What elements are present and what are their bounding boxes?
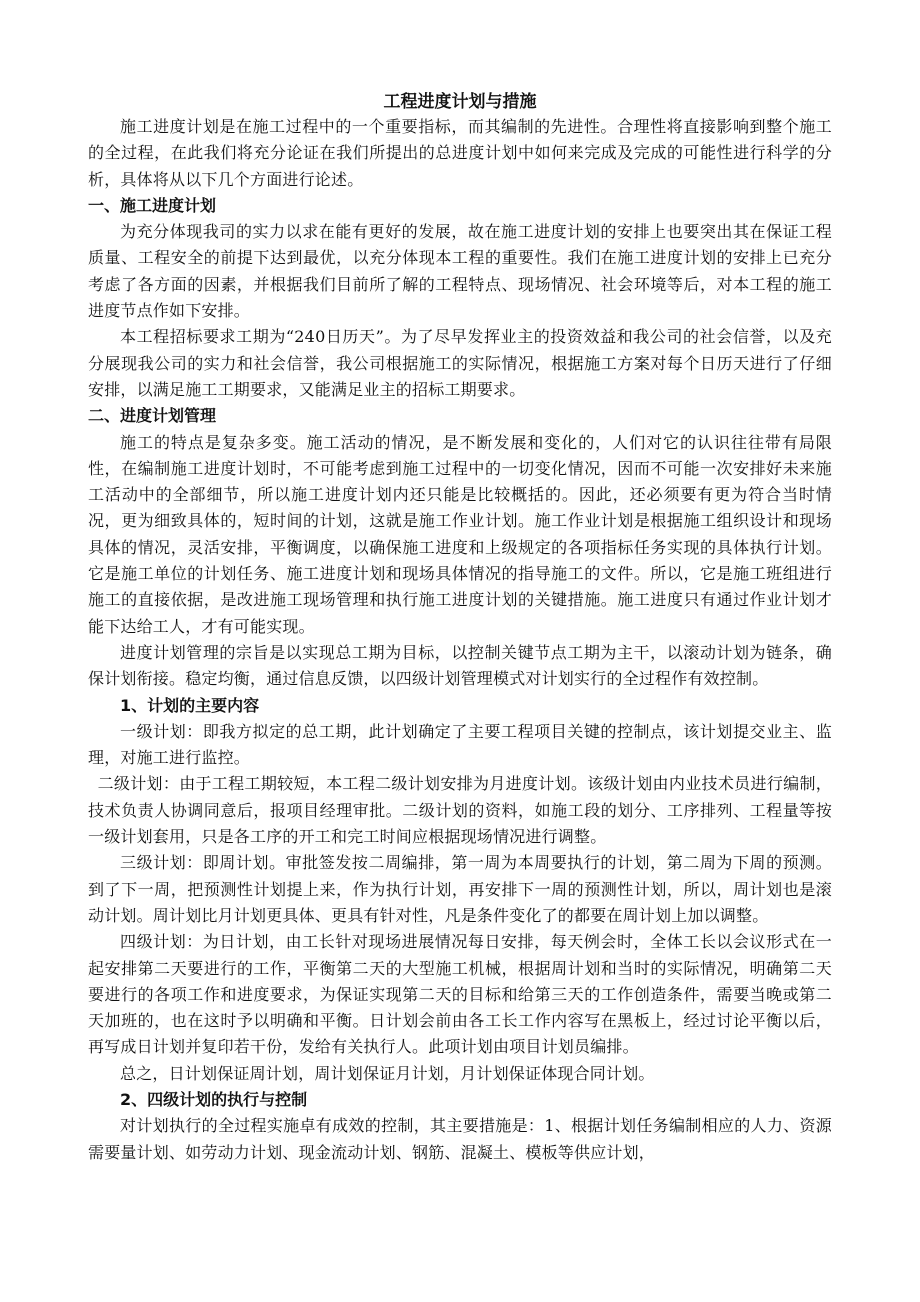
schedule-paragraph-1: 为充分体现我司的实力以求在能有更好的发展，故在施工进度计划的安排上也要突出其在保证工程质量、工程安全的前提下达到最优，以充分体现本工程的重要性。我们在施工进度计划的安排上已充分考虑了各方面的因素，并根据我们目前所了解的工程特点、现场情况、社会环境等后，对本工程的施工进度节点作如下安排。 xyxy=(88,222,832,321)
subheading-plan-contents: 1、计划的主要内容 xyxy=(120,695,260,715)
level3-plan-paragraph: 三级计划：即周计划。审批签发按二周编排，第一周为本周要执行的计划，第二周为下周的预测。到了下一周，把预测性计划提上来，作为执行计划，再安排下一周的预测性计划，所以，周计划也是滚动计划。周计划比月计划更具体、更具有针对性，凡是条件变化了的都要在周计划上加以调整。 xyxy=(88,853,832,925)
execution-paragraph: 对计划执行的全过程实施卓有成效的控制，其主要措施是：1、根据计划任务编制相应的人力、资源需要量计划、如劳动力计划、现金流动计划、钢筋、混凝土、模板等供应计划， xyxy=(88,1116,832,1162)
intro-paragraph: 施工进度计划是在施工过程中的一个重要指标，而其编制的先进性。合理性将直接影响到整个施工的全过程，在此我们将充分论证在我们所提出的总进度计划中如何来完成及完成的可能性进行科学的分析，具体将从以下几个方面进行论述。 xyxy=(88,117,832,189)
document-title: 工程进度计划与措施 xyxy=(383,92,537,112)
document-page xyxy=(88,90,832,1166)
section-heading-schedule: 一、施工进度计划 xyxy=(88,195,217,215)
management-paragraph-1: 施工的特点是复杂多变。施工活动的情况，是不断发展和变化的，人们对它的认识往往带有局限性，在编制施工进度计划时，不可能考虑到施工过程中的一切变化情况，因而不可能一次安排好未来施工活动中的全部细节，所以施工进度计划内还只能是比较概括的。因此，还必须要有更为符合当时情况，更为细致具体的，短时间的计划，这就是施工作业计划。施工作业计划是根据施工组织设计和现场具体的情况，灵活安排，平衡调度，以确保施工进度和上级规定的各项指标任务实现的具体执行计划。它是施工单位的计划任务、施工进度计划和现场具体情况的指导施工的文件。所以，它是施工班组进行施工的直接依据，是改进施工现场管理和执行施工进度计划的关键措施。施工进度只有通过作业计划才能下达给工人，才有可能实现。 xyxy=(88,432,832,636)
subheading-execution-control: 2、四级计划的执行与控制 xyxy=(120,1089,308,1109)
level2-plan-paragraph: 二级计划：由于工程工期较短，本工程二级计划安排为月进度计划。该级计划由内业技术员进行编制，技术负责人协调同意后，报项目经理审批。二级计划的资料，如施工段的划分、工序排列、工程量等按一级计划套用，只是各工序的开工和完工时间应根据现场情况进行调整。 xyxy=(88,774,832,847)
section-heading-management: 二、进度计划管理 xyxy=(88,406,217,426)
summary-paragraph: 总之，日计划保证周计划，周计划保证月计划，月计划保证体现合同计划。 xyxy=(120,1063,655,1083)
level4-plan-paragraph: 四级计划：为日计划，由工长针对现场进展情况每日安排，每天例会时，全体工长以会议形式在一起安排第二天要进行的工作，平衡第二天的大型施工机械，根据周计划和当时的实际情况，明确第二天要进行的各项工作和进度要求，为保证实现第二天的目标和给第三天的工作创造条件，需要当晚或第二天加班的，也在这时予以明确和平衡。日计划会前由各工长工作内容写在黑板上，经过讨论平衡以后，再写成日计划并复印若干份，发给有关执行人。此项计划由项目计划员编排。 xyxy=(88,932,832,1057)
level1-plan-paragraph: 一级计划：即我方拟定的总工期，此计划确定了主要工程项目关键的控制点，该计划提交业主、监理，对施工进行监控。 xyxy=(88,721,832,768)
management-paragraph-2: 进度计划管理的宗旨是以实现总工期为目标，以控制关键节点工期为主干，以滚动计划为链条，确保计划衔接。稳定均衡，通过信息反馈，以四级计划管理模式对计划实行的全过程作有效控制。 xyxy=(88,642,832,689)
schedule-paragraph-2: 本工程招标要求工期为“240日历天”。为了尽早发挥业主的投资效益和我公司的社会信誉，以及充分展现我公司的实力和社会信誉，我公司根据施工的实际情况，根据施工方案对每个日历天进行了仔细安排，以满足施工工期要求，又能满足业主的招标工期要求。 xyxy=(88,327,832,399)
